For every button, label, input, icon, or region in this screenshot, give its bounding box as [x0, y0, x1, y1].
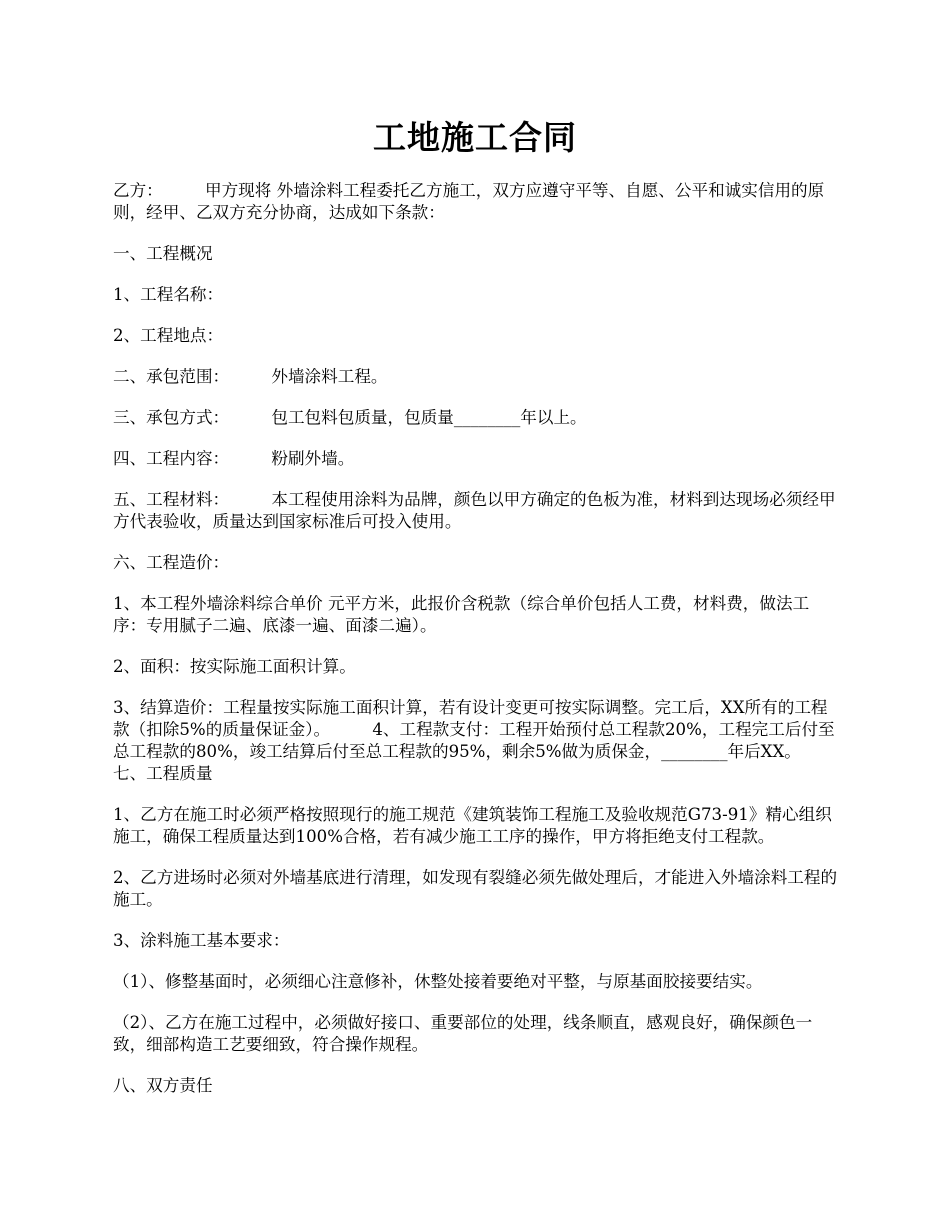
project-materials-paragraph: 五、工程材料： 本工程使用涂料为品牌，颜色以甲方确定的色板为准，材料到达现场必须经甲方代表验收，质量达到国家标准后可投入使用。 [113, 490, 836, 531]
document-title: 工地施工合同 [373, 118, 577, 157]
document-body [113, 180, 844, 1116]
settlement-payment-paragraph: 3、结算造价：工程量按实际施工面积计算，若有设计变更可按实际调整。完工后，XX所有的工程款（扣除5%的质量保证金）。 4、工程款支付：工程开始预付总工程款20%，工程完工后付至总工程款的80%，竣工结算后付至总工程款的95%，剩余5%做为质保金，________年后XX。 七、工程质量 [113, 698, 844, 783]
quality-standard-paragraph: 1、乙方在施工时必须严格按照现行的施工规范《建筑装饰工程施工及验收规范G73-91》精心组织施工，确保工程质量达到100%合格，若有减少施工工序的操作，甲方将拒绝支付工程款。 [113, 805, 832, 846]
requirement-item-1: （1）、修整基面时，必须细心注意修补，休整处接着要绝对平整，与原基面胶接要结实。 [113, 972, 763, 991]
section-heading-project-overview: 一、工程概况 [113, 244, 213, 263]
project-content-line: 四、工程内容： 粉刷外墙。 [113, 449, 355, 468]
preamble-paragraph: 乙方： 甲方现将 外墙涂料工程委托乙方施工，双方应遵守平等、自愿、公平和诚实信用的原则，经甲、乙双方充分协商，达成如下条款： [113, 181, 825, 222]
unit-price-paragraph: 1、本工程外墙涂料综合单价 元平方米，此报价含税款（综合单价包括人工费，材料费，做法工序：专用腻子二遍、底漆一遍、面漆二遍）。 [113, 594, 810, 635]
project-location-line: 2、工程地点： [113, 326, 224, 345]
requirement-item-2: （2）、乙方在施工过程中，必须做好接口、重要部位的处理，线条顺直，感观良好，确保颜色一致，细部构造工艺要细致，符合操作规程。 [113, 1013, 813, 1054]
project-name-line: 1、工程名称： [113, 285, 224, 304]
section-heading-project-cost: 六、工程造价： [113, 553, 230, 572]
substrate-cleaning-paragraph: 2、乙方进场时必须对外墙基底进行清理，如发现有裂缝必须先做处理后，才能进入外墙涂料工程的施工。 [113, 868, 838, 909]
contract-scope-line: 二、承包范围： 外墙涂料工程。 [113, 367, 388, 386]
area-paragraph: 2、面积：按实际施工面积计算。 [113, 657, 356, 676]
section-heading-responsibilities: 八、双方责任 [113, 1076, 213, 1095]
contract-method-line: 三、承包方式： 包工包料包质量，包质量________年以上。 [113, 408, 587, 427]
coating-requirements-heading: 3、涂料施工基本要求： [113, 931, 290, 950]
